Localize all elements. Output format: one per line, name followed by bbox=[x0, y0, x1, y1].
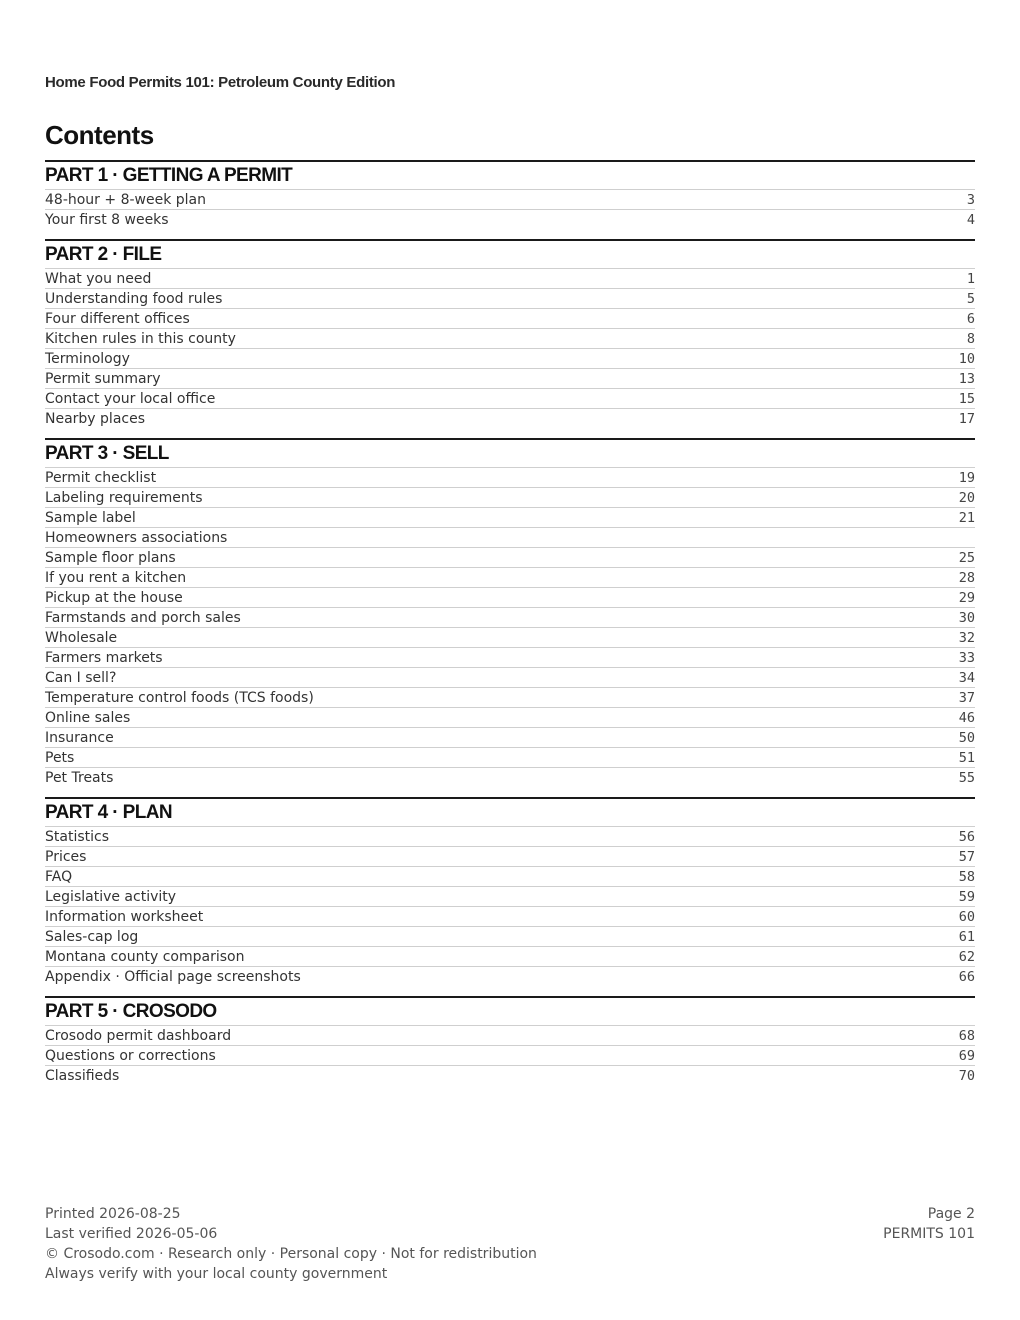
toc-entry[interactable] bbox=[45, 927, 975, 947]
toc-entry-page: 37 bbox=[958, 689, 975, 706]
toc-entry[interactable] bbox=[45, 1026, 975, 1046]
toc-entry-page: 57 bbox=[958, 848, 975, 865]
toc-part bbox=[45, 160, 975, 229]
toc-entry-page: 17 bbox=[958, 410, 975, 427]
toc-entry[interactable] bbox=[45, 488, 975, 508]
toc-entry-label: Labeling requirements bbox=[45, 489, 203, 506]
toc-entry-label: Questions or corrections bbox=[45, 1047, 216, 1064]
last-verified-date: Last verified 2026-05-06 bbox=[45, 1226, 218, 1242]
toc-entry[interactable] bbox=[45, 588, 975, 608]
toc-entry-label: Kitchen rules in this county bbox=[45, 330, 236, 347]
toc-entry-label: Homeowners associations bbox=[45, 529, 228, 546]
toc-entry[interactable] bbox=[45, 847, 975, 867]
toc-entry-label: Appendix · Official page screenshots bbox=[45, 968, 301, 985]
footer-right bbox=[883, 1204, 975, 1244]
toc-entry[interactable] bbox=[45, 409, 975, 428]
toc-entry-page: 21 bbox=[958, 509, 975, 526]
toc-entry[interactable] bbox=[45, 668, 975, 688]
toc-entry-label: Prices bbox=[45, 848, 87, 865]
toc-entry[interactable] bbox=[45, 548, 975, 568]
toc-entry-label: Nearby places bbox=[45, 410, 146, 427]
toc-entry-page: 5 bbox=[966, 290, 975, 307]
toc-part bbox=[45, 797, 975, 986]
toc-entry-label: If you rent a kitchen bbox=[45, 569, 187, 586]
toc-entry-page: 46 bbox=[958, 709, 975, 726]
toc-entry-page: 32 bbox=[958, 629, 975, 646]
document-title: Home Food Permits 101: Petroleum County Edition bbox=[45, 74, 396, 91]
toc-entry[interactable] bbox=[45, 768, 975, 787]
toc-entry[interactable] bbox=[45, 608, 975, 628]
toc-entry[interactable] bbox=[45, 349, 975, 369]
series-name: PERMITS 101 bbox=[883, 1226, 975, 1242]
toc-entry[interactable] bbox=[45, 508, 975, 528]
toc-entry-page: 69 bbox=[958, 1047, 975, 1064]
toc-part bbox=[45, 239, 975, 428]
toc-entry-label: Terminology bbox=[45, 350, 130, 367]
toc-entry-page: 30 bbox=[958, 609, 975, 626]
toc-entry[interactable] bbox=[45, 648, 975, 668]
toc-entry-page: 25 bbox=[958, 549, 975, 566]
toc-entry[interactable] bbox=[45, 967, 975, 986]
toc-part bbox=[45, 438, 975, 787]
toc-entry-label: Montana county comparison bbox=[45, 948, 245, 965]
table-of-contents bbox=[45, 160, 975, 1095]
toc-entry-label: Wholesale bbox=[45, 629, 118, 646]
toc-entry-page: 61 bbox=[958, 928, 975, 945]
toc-entry-label: Pets bbox=[45, 749, 75, 766]
footer-left bbox=[45, 1204, 537, 1284]
toc-entry-label: Online sales bbox=[45, 709, 131, 726]
toc-entry-label: What you need bbox=[45, 270, 152, 287]
toc-entry[interactable] bbox=[45, 1066, 975, 1085]
toc-entry[interactable] bbox=[45, 568, 975, 588]
toc-entry-page: 20 bbox=[958, 489, 975, 506]
toc-entry-label: Statistics bbox=[45, 828, 109, 845]
toc-entry-page: 60 bbox=[958, 908, 975, 925]
toc-entry-page: 59 bbox=[958, 888, 975, 905]
toc-entry-page: 55 bbox=[958, 769, 975, 786]
toc-entry[interactable] bbox=[45, 309, 975, 329]
toc-entry-page: 19 bbox=[958, 469, 975, 486]
toc-entry-label: Classifieds bbox=[45, 1067, 120, 1084]
toc-entry-label: 48-hour + 8-week plan bbox=[45, 191, 206, 208]
toc-entry[interactable] bbox=[45, 1046, 975, 1066]
printed-date: Printed 2026-08-25 bbox=[45, 1206, 181, 1222]
toc-part bbox=[45, 996, 975, 1085]
toc-entry[interactable] bbox=[45, 528, 975, 548]
toc-entry-label: Pickup at the house bbox=[45, 589, 183, 606]
toc-entry-label: FAQ bbox=[45, 868, 73, 885]
toc-entry-label: Sample label bbox=[45, 509, 136, 526]
toc-entry-label: Sample floor plans bbox=[45, 549, 176, 566]
toc-entry[interactable] bbox=[45, 468, 975, 488]
toc-entry[interactable] bbox=[45, 269, 975, 289]
toc-entry-label: Permit summary bbox=[45, 370, 161, 387]
toc-entry-label: Can I sell? bbox=[45, 669, 117, 686]
toc-entry-label: Your first 8 weeks bbox=[45, 211, 169, 228]
toc-entry-label: Understanding food rules bbox=[45, 290, 223, 307]
verification-notice: Always verify with your local county government bbox=[45, 1266, 388, 1282]
part-heading: PART 1 · GETTING A PERMIT bbox=[45, 160, 975, 190]
toc-entry-page: 34 bbox=[958, 669, 975, 686]
toc-entry[interactable] bbox=[45, 369, 975, 389]
toc-entry[interactable] bbox=[45, 190, 975, 210]
toc-entry[interactable] bbox=[45, 628, 975, 648]
toc-entry[interactable] bbox=[45, 688, 975, 708]
toc-entry-page: 70 bbox=[958, 1067, 975, 1084]
toc-entry[interactable] bbox=[45, 887, 975, 907]
toc-entry-label: Pet Treats bbox=[45, 769, 114, 786]
part-heading: PART 2 · FILE bbox=[45, 239, 975, 269]
toc-entry-page: 29 bbox=[958, 589, 975, 606]
copyright-notice: © Crosodo.com · Research only · Personal copy · Not for redistribution bbox=[45, 1246, 537, 1262]
toc-entry-label: Farmers markets bbox=[45, 649, 163, 666]
toc-entry-label: Information worksheet bbox=[45, 908, 204, 925]
toc-entry[interactable] bbox=[45, 329, 975, 349]
toc-entry-label: Permit checklist bbox=[45, 469, 157, 486]
toc-entry-label: Farmstands and porch sales bbox=[45, 609, 241, 626]
part-heading: PART 4 · PLAN bbox=[45, 797, 975, 827]
toc-entry[interactable] bbox=[45, 728, 975, 748]
toc-entry-page: 4 bbox=[966, 211, 975, 228]
toc-entry[interactable] bbox=[45, 210, 975, 229]
toc-entry[interactable] bbox=[45, 389, 975, 409]
toc-entry-page: 28 bbox=[958, 569, 975, 586]
toc-entry[interactable] bbox=[45, 827, 975, 847]
toc-entry-label: Legislative activity bbox=[45, 888, 177, 905]
toc-entry[interactable] bbox=[45, 907, 975, 927]
toc-entry-page: 13 bbox=[958, 370, 975, 387]
toc-entry[interactable] bbox=[45, 708, 975, 728]
toc-entry[interactable] bbox=[45, 289, 975, 309]
toc-entry-page: 68 bbox=[958, 1027, 975, 1044]
toc-entry[interactable] bbox=[45, 867, 975, 887]
toc-entry-page: 33 bbox=[958, 649, 975, 666]
toc-entry-page: 6 bbox=[966, 310, 975, 327]
contents-heading: Contents bbox=[45, 120, 154, 150]
toc-entry[interactable] bbox=[45, 947, 975, 967]
toc-entry-label: Crosodo permit dashboard bbox=[45, 1027, 232, 1044]
toc-entry-label: Sales-cap log bbox=[45, 928, 139, 945]
toc-entry-label: Insurance bbox=[45, 729, 114, 746]
toc-entry-page: 51 bbox=[958, 749, 975, 766]
toc-entry-page: 15 bbox=[958, 390, 975, 407]
toc-entry-page: 1 bbox=[966, 270, 975, 287]
toc-entry-page: 8 bbox=[966, 330, 975, 347]
toc-entry-label: Contact your local office bbox=[45, 390, 216, 407]
part-heading: PART 3 · SELL bbox=[45, 438, 975, 468]
toc-entry-page: 58 bbox=[958, 868, 975, 885]
toc-entry-page: 3 bbox=[966, 191, 975, 208]
toc-entry-page: 66 bbox=[958, 968, 975, 985]
part-heading: PART 5 · CROSODO bbox=[45, 996, 975, 1026]
toc-entry-page: 10 bbox=[958, 350, 975, 367]
toc-entry[interactable] bbox=[45, 748, 975, 768]
toc-entry-label: Temperature control foods (TCS foods) bbox=[45, 689, 314, 706]
toc-entry-label: Four different offices bbox=[45, 310, 190, 327]
toc-entry-page: 62 bbox=[958, 948, 975, 965]
toc-entry-page: 56 bbox=[958, 828, 975, 845]
toc-entry-page: 50 bbox=[958, 729, 975, 746]
page-number: Page 2 bbox=[927, 1206, 975, 1222]
